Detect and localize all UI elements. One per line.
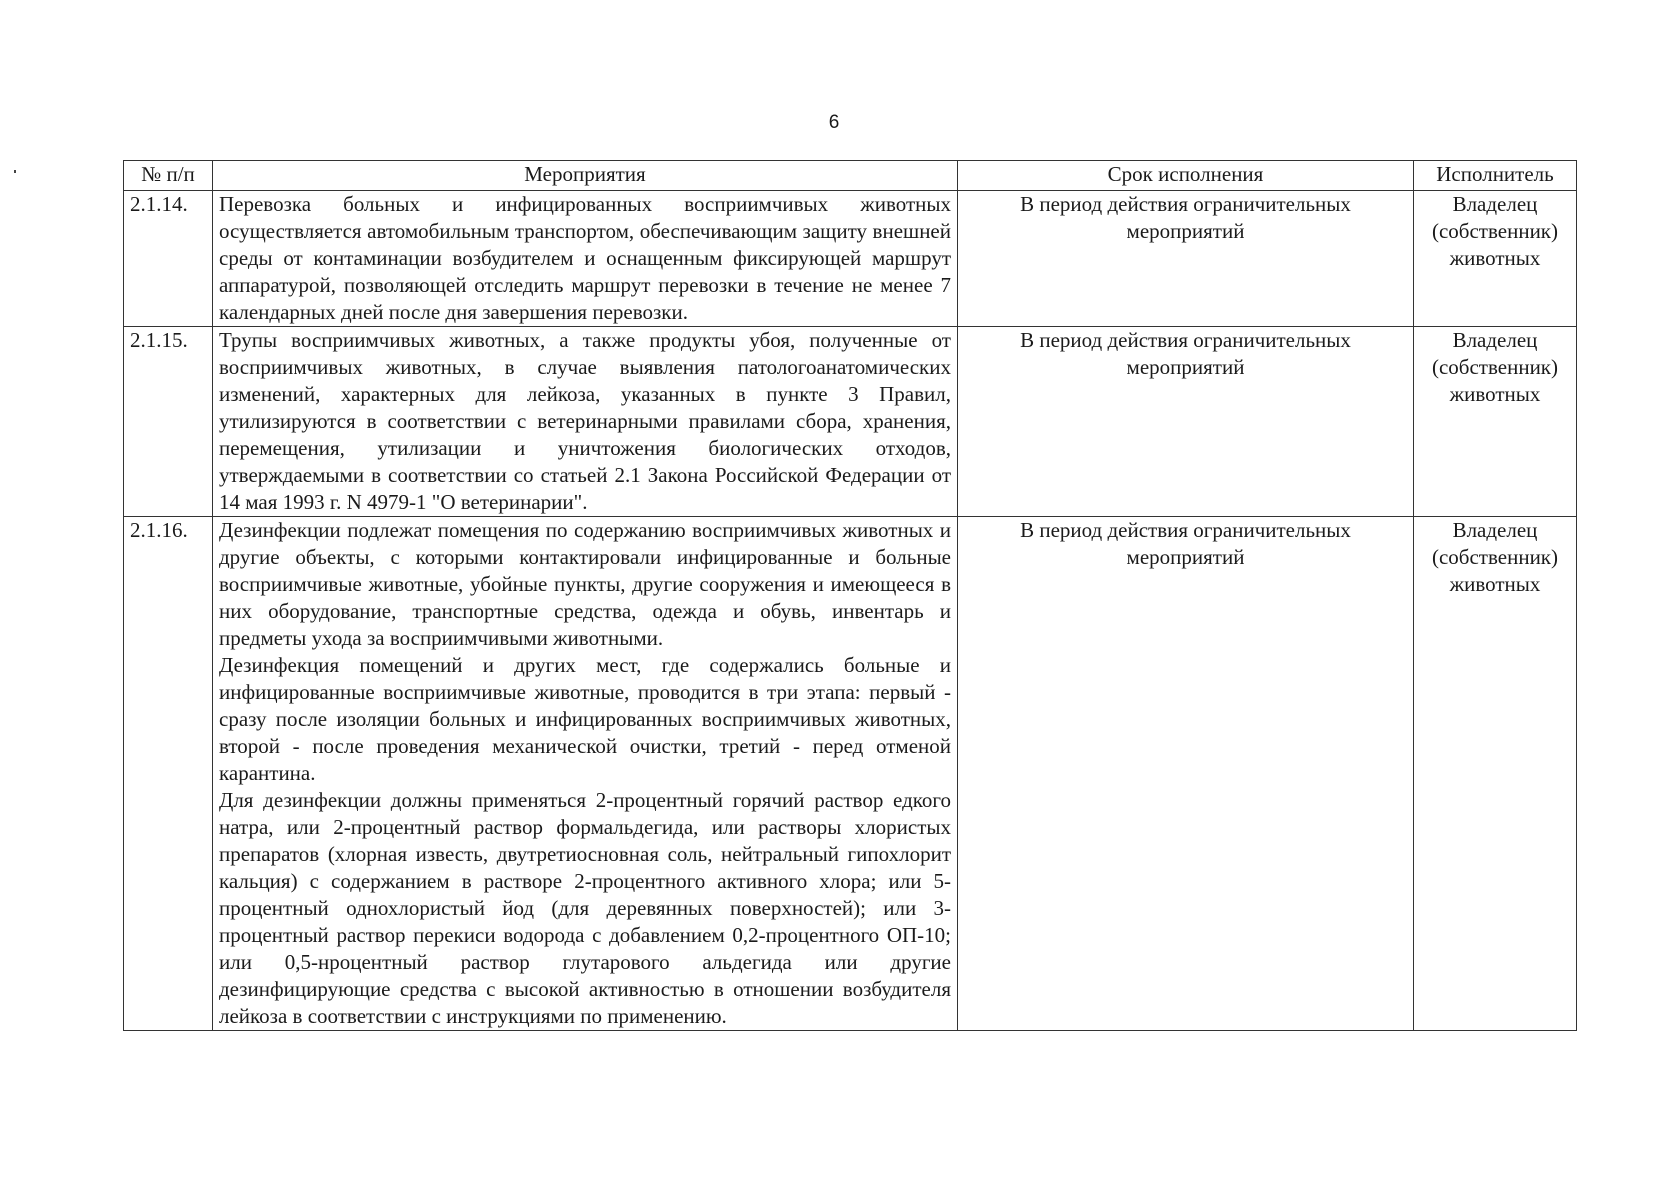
header-term: Срок исполнения <box>958 161 1414 191</box>
header-executor: Исполнитель <box>1414 161 1577 191</box>
row-number: 2.1.15. <box>124 327 213 517</box>
measures-table <box>123 160 1577 1031</box>
scan-speck <box>14 170 16 173</box>
header-action: Мероприятия <box>213 161 958 191</box>
table-row <box>124 517 1577 1031</box>
header-num: № п/п <box>124 161 213 191</box>
action-paragraph: Дезинфекции подлежат помещения по содержанию восприимчивых животных и другие объекты, с которыми контактировали инфицированные и больные восприимчивые животные, убойные пункты, другие сооружения и имеющееся в них оборудование, транспортные средства, одежда и обувь, инвентарь и предметы ухода за восприимчивыми животными. <box>219 518 951 650</box>
row-number: 2.1.16. <box>124 517 213 1031</box>
row-term: В период действия ограничительных мероприятий <box>958 191 1414 327</box>
row-number: 2.1.14. <box>124 191 213 327</box>
row-executor: Владелец (собственник) животных <box>1414 517 1577 1031</box>
row-action <box>213 327 958 517</box>
table-row <box>124 191 1577 327</box>
row-term: В период действия ограничительных мероприятий <box>958 327 1414 517</box>
row-executor: Владелец (собственник) животных <box>1414 191 1577 327</box>
row-executor: Владелец (собственник) животных <box>1414 327 1577 517</box>
row-action <box>213 191 958 327</box>
action-paragraph: Перевозка больных и инфицированных восприимчивых животных осуществляется автомобильным транспортом, обеспечивающим защиту внешней среды от контаминации возбудителем и оснащенным фиксирующей маршрут аппаратурой, позволяющей отследить маршрут перевозки в течение не менее 7 календарных дней после дня завершения перевозки. <box>219 192 951 324</box>
action-paragraph: Дезинфекция помещений и других мест, где содержались больные и инфицированные восприимчивые животные, проводится в три этапа: первый - сразу после изоляции больных и инфицированных восприимчивых животных, второй - после проведения механической очистки, третий - перед отменой карантина. <box>219 653 951 785</box>
table-row <box>124 327 1577 517</box>
page-number: 6 <box>828 112 840 133</box>
row-action <box>213 517 958 1031</box>
action-paragraph: Для дезинфекции должны применяться 2-процентный горячий раствор едкого натра, или 2-процентный раствор формальдегида, или растворы хлористых препаратов (хлорная известь, двутретиосновная соль, нейтральный гипохлорит кальция) с содержанием в растворе 2-процентного активного хлора; или 5-процентный однохлористый йод (для деревянных поверхностей); или 3-процентный раствор перекиси водорода с добавлением 0,2-процентного ОП-10; или 0,5-нроцентный раствор глутарового альдегида или другие дезинфицирующие средства с высокой активностью в отношении возбудителя лейкоза в соответствии с инструкциями по применению. <box>219 788 951 1028</box>
table-header-row <box>124 161 1577 191</box>
row-term: В период действия ограничительных мероприятий <box>958 517 1414 1031</box>
action-paragraph: Трупы восприимчивых животных, а также продукты убоя, полученные от восприимчивых животных, в случае выявления патологоанатомических изменений, характерных для лейкоза, указанных в пункте 3 Правил, утилизируются в соответствии с ветеринарными правилами сбора, хранения, перемещения, утилизации и уничтожения биологических отходов, утверждаемыми в соответствии со статьей 2.1 Закона Российской Федерации от 14 мая 1993 г. N 4979-1 "О ветеринарии". <box>219 328 951 514</box>
